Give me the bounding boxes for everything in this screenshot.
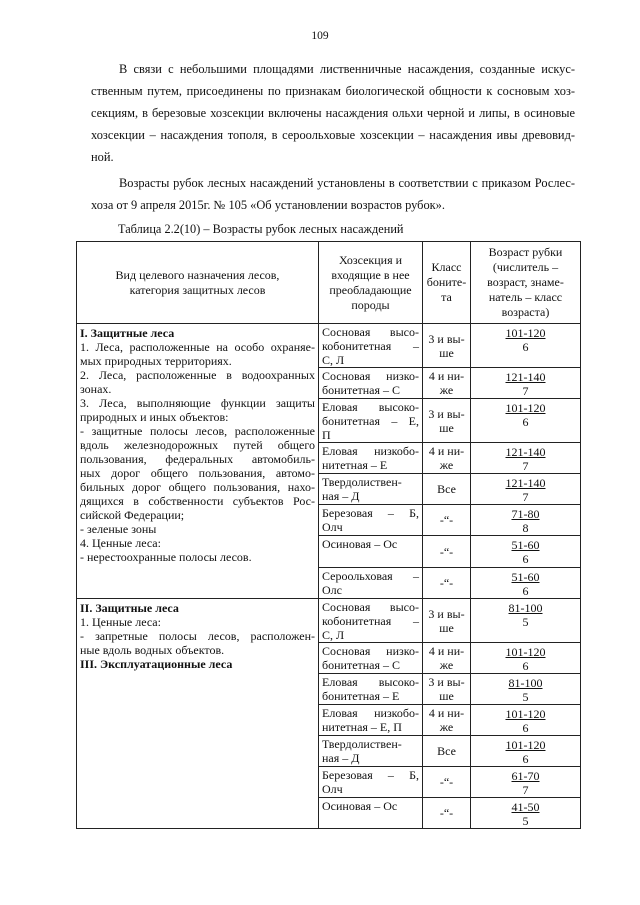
bonitet-cell	[423, 643, 471, 674]
age-cell	[471, 643, 581, 674]
age-cell	[471, 599, 581, 643]
bonitet-cell	[423, 536, 471, 568]
age-value: 121-140	[505, 370, 546, 384]
cell-line: 3. Леса, выполняющие функции защиты	[80, 396, 315, 410]
section-cell	[319, 536, 423, 568]
age-value: 51-60	[511, 538, 540, 552]
age-cell	[471, 674, 581, 705]
age-value: 61-70	[511, 769, 540, 783]
bonitet-cell	[423, 767, 471, 798]
cell-line: Еловая высоко-	[322, 675, 419, 689]
cell-line: - запретные полосы лесов, расположен-	[80, 629, 315, 643]
header-line: Класс	[431, 260, 462, 274]
paragraph-line: хоза от 9 апреля 2015г. № 105 «Об установлении возрастов рубок».	[91, 198, 445, 212]
age-class: 6	[522, 340, 529, 354]
cell-line: Твердолиствен-	[322, 475, 402, 489]
cell-line: Сосновая низко-	[322, 644, 419, 658]
cell-line: бонитетная – С	[322, 383, 401, 397]
cell-line: Осиновая – Ос	[322, 799, 398, 813]
section-cell	[319, 643, 423, 674]
header-line: входящие в нее	[331, 267, 410, 282]
bonitet-cell	[423, 599, 471, 643]
paragraph-line: ственным путем, присоединены по признакам биологической общности к сосновым хоз-	[91, 84, 575, 98]
bonitet-line: 4 и ни-	[428, 706, 465, 720]
paragraph-2	[91, 172, 575, 216]
cell-line: - защитные полосы лесов, расположенные	[80, 424, 315, 438]
bonitet-cell	[423, 474, 471, 505]
paragraph-line: В связи с небольшими площадями лиственничные насаждения, созданные искус-	[119, 62, 575, 76]
age-value: 81-100	[508, 601, 543, 615]
bonitet-line: Все	[437, 482, 456, 496]
cell-line: 4. Ценные леса:	[80, 536, 161, 550]
age-cell	[471, 536, 581, 568]
age-fraction	[512, 570, 540, 598]
header-line: (числитель –	[492, 260, 559, 274]
header-line: преобладающие	[329, 282, 412, 297]
cell-line: Еловая высоко-	[322, 400, 419, 414]
bonitet-line: 4 и ни-	[428, 444, 465, 458]
cell-line: сийской Федерации;	[80, 508, 185, 522]
age-class: 7	[522, 459, 529, 473]
header-section	[319, 242, 423, 324]
age-fraction	[506, 445, 546, 473]
bonitet-cell	[423, 443, 471, 474]
cell-line: Сосновая низко-	[322, 369, 419, 383]
group-2-body	[77, 599, 581, 829]
age-fraction	[506, 738, 546, 766]
paragraph-line: хозсекции – насаждения тополя, в сероольховые хозсекции – насаждения ивы древовид-	[91, 128, 575, 142]
age-cell	[471, 736, 581, 767]
bonitet-line: ше	[439, 689, 454, 703]
page-number: 109	[311, 30, 329, 42]
header-line: бонитe-	[426, 275, 467, 289]
section-cell	[319, 767, 423, 798]
bonitet-line: -“-	[439, 513, 454, 527]
age-class: 5	[522, 615, 529, 629]
cell-line: бильных дорог общего пользования, нахо-	[80, 480, 315, 494]
cell-line: Олч	[322, 520, 343, 534]
header-line: возраст, знаме-	[487, 275, 564, 289]
header-line: натель – класс	[488, 290, 563, 304]
header-line: Возраст рубки	[488, 245, 563, 259]
age-value: 71-80	[511, 507, 540, 521]
age-class: 6	[522, 752, 529, 766]
bonitet-cell	[423, 324, 471, 368]
bonitet-line: 3 и вы-	[428, 675, 465, 689]
header-line: Вид целевого назначения лесов,	[115, 267, 280, 282]
cell-line: 1. Ценные леса:	[80, 615, 161, 629]
age-fraction	[506, 476, 546, 504]
cell-line: Еловая низкобо-	[322, 444, 419, 458]
age-value: 121-140	[505, 476, 546, 490]
cell-line: бонитетная – С	[322, 658, 401, 672]
age-fraction	[512, 538, 540, 566]
group-title	[80, 326, 315, 340]
age-fraction	[506, 401, 546, 429]
age-value: 101-120	[505, 401, 546, 415]
paragraph-line: Возрасты рубок лесных насаждений установлены в соответствии с приказом Рослес-	[119, 176, 575, 190]
bonitet-line: ше	[439, 620, 454, 635]
age-class: 5	[522, 814, 529, 828]
table-caption: Таблица 2.2(10) – Возрасты рубок лесных насаждений	[118, 222, 404, 236]
age-class: 7	[522, 783, 529, 797]
cell-line: ные вдоль водных объектов.	[80, 643, 225, 657]
table-row	[77, 599, 581, 643]
bonitet-line: 4 и ни-	[428, 644, 465, 658]
bonitet-line: -“-	[439, 576, 454, 590]
age-value: 101-120	[505, 707, 546, 721]
cell-line: ных дорог общего пользования, автомо-	[80, 466, 315, 480]
age-cell	[471, 568, 581, 599]
paragraph-1	[91, 58, 575, 168]
header-line: та	[441, 290, 452, 304]
section-cell	[319, 474, 423, 505]
cell-line: С, Л	[322, 628, 345, 642]
cell-line: бонитетная – Е	[322, 689, 400, 703]
cell-line: кобонитетная –	[322, 339, 419, 353]
cell-line: 1. Леса, расположенные на особо охраняе-	[80, 340, 315, 354]
age-cell	[471, 474, 581, 505]
age-value: 101-120	[505, 738, 546, 752]
age-cell	[471, 324, 581, 368]
group-1-body	[77, 324, 581, 599]
age-value: 121-140	[505, 445, 546, 459]
section-cell	[319, 324, 423, 368]
age-fraction	[509, 676, 543, 704]
header-line: Хозсекция и	[338, 252, 403, 267]
bonitet-line: же	[439, 658, 454, 672]
age-fraction	[512, 800, 540, 828]
age-value: 41-50	[511, 800, 540, 814]
cell-line: С, Л	[322, 353, 345, 367]
section-cell	[319, 798, 423, 829]
bonitet-line: 3 и вы-	[428, 406, 465, 421]
bonitet-line: Все	[437, 744, 456, 758]
purpose-cell	[77, 324, 319, 599]
bonitet-cell	[423, 505, 471, 536]
age-class: 7	[522, 490, 529, 504]
bonitet-line: -“-	[439, 806, 454, 820]
bonitet-cell	[423, 368, 471, 399]
age-class: 5	[522, 690, 529, 704]
section-cell	[319, 443, 423, 474]
cell-line: зонах.	[80, 382, 112, 396]
bonitet-line: 3 и вы-	[428, 331, 465, 346]
group-title-text: I. Защитные леса	[80, 326, 175, 340]
group-title	[80, 657, 315, 671]
header-line: возраста)	[501, 305, 550, 319]
bonitet-cell	[423, 798, 471, 829]
header-line: породы	[351, 297, 390, 312]
cell-line: П	[322, 428, 331, 442]
age-class: 6	[522, 659, 529, 673]
age-cell	[471, 798, 581, 829]
cell-line: нитетная – Е	[322, 458, 388, 472]
section-cell	[319, 399, 423, 443]
table-header-row	[77, 242, 581, 324]
cell-line: Березовая – Б,	[322, 506, 419, 520]
header-bonitet	[423, 242, 471, 324]
age-fraction	[506, 707, 546, 735]
age-fraction	[506, 326, 546, 354]
bonitet-cell	[423, 705, 471, 736]
cell-line: Осиновая – Ос	[322, 537, 398, 551]
age-class: 6	[522, 552, 529, 566]
cell-line: пользования, федеральных автомобиль-	[80, 452, 315, 466]
age-cell	[471, 767, 581, 798]
age-class: 8	[522, 521, 529, 535]
header-purpose	[77, 242, 319, 324]
age-cell	[471, 505, 581, 536]
cell-line: нитетная – Е, П	[322, 720, 402, 734]
age-cell	[471, 443, 581, 474]
age-class: 6	[522, 415, 529, 429]
purpose-cell	[77, 599, 319, 829]
bonitet-line: ше	[439, 345, 454, 360]
cell-line: кобонитетная –	[322, 614, 419, 628]
age-value: 81-100	[508, 676, 543, 690]
section-cell	[319, 674, 423, 705]
age-value: 101-120	[505, 645, 546, 659]
age-fraction	[509, 601, 543, 629]
table-row	[77, 324, 581, 368]
cell-line: - зеленые зоны	[80, 522, 157, 536]
bonitet-line: же	[439, 458, 454, 472]
paragraph-line: секциям, в березовые хозсекции включены насаждения ольхи черной и липы, в осиновые	[91, 106, 575, 120]
age-class: 6	[522, 584, 529, 598]
bonitet-line: же	[439, 720, 454, 734]
age-fraction	[512, 507, 540, 535]
bonitet-line: -“-	[439, 544, 454, 559]
bonitet-cell	[423, 736, 471, 767]
age-fraction	[506, 645, 546, 673]
age-fraction	[506, 370, 546, 398]
cell-line: дящихся в собственности субъектов Рос-	[80, 494, 315, 508]
cell-line: Твердолиствен-	[322, 737, 402, 751]
cell-line: бонитетная – Е,	[322, 414, 419, 428]
cell-line: Олч	[322, 782, 343, 796]
section-cell	[319, 736, 423, 767]
cell-line: природных и иных объектов:	[80, 410, 229, 424]
bonitet-line: же	[439, 383, 454, 397]
age-class: 6	[522, 721, 529, 735]
cell-line: вдоль железнодорожных путей общего	[80, 438, 315, 452]
section-cell	[319, 705, 423, 736]
cell-line: Березовая – Б,	[322, 768, 419, 782]
group-title	[80, 601, 315, 615]
section-cell	[319, 505, 423, 536]
cell-line: ная – Д	[322, 751, 360, 765]
header-line: категория защитных лесов	[129, 282, 266, 297]
group-title-text: III. Эксплуатационные леса	[80, 657, 233, 671]
age-fraction	[512, 769, 540, 797]
age-cell	[471, 705, 581, 736]
bonitet-line: -“-	[439, 775, 454, 789]
cell-line: 2. Леса, расположенные в водоохранных	[80, 368, 315, 382]
cell-line: мых природных территориях.	[80, 354, 232, 368]
section-cell	[319, 368, 423, 399]
section-cell	[319, 599, 423, 643]
age-class: 7	[522, 384, 529, 398]
cutting-age-table	[76, 241, 581, 829]
cell-line: Сероольховая –	[322, 569, 419, 583]
cell-line: Сосновая высо-	[322, 600, 419, 614]
paragraph-line: ной.	[91, 150, 114, 164]
age-value: 101-120	[505, 326, 546, 340]
age-cell	[471, 368, 581, 399]
age-cell	[471, 399, 581, 443]
group-title-text: II. Защитные леса	[80, 601, 179, 615]
header-age	[471, 242, 581, 324]
bonitet-cell	[423, 399, 471, 443]
section-cell	[319, 568, 423, 599]
age-value: 51-60	[511, 570, 540, 584]
bonitet-cell	[423, 568, 471, 599]
bonitet-line: 3 и вы-	[428, 606, 465, 621]
cell-line: Олс	[322, 583, 342, 597]
cell-line: Еловая низкобо-	[322, 706, 419, 720]
bonitet-cell	[423, 674, 471, 705]
bonitet-line: ше	[439, 420, 454, 435]
bonitet-line: 4 и ни-	[428, 369, 465, 383]
cell-line: ная – Д	[322, 489, 360, 503]
cell-line: Сосновая высо-	[322, 325, 419, 339]
cell-line: - нерестоохранные полосы лесов.	[80, 550, 252, 564]
